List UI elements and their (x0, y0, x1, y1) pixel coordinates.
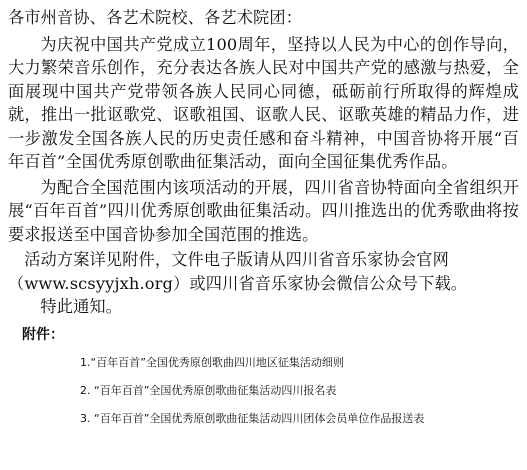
paragraph-download-info: 活动方案详见附件，文件电子版请从四川省音乐家协会官网（www.scsyyjxh.org）或四川省音乐家协会微信公众号下载。 (8, 250, 468, 293)
attachment-item: 2. “百年百首”全国优秀原创歌曲征集活动四川报名表 (80, 383, 337, 397)
attachment-item: 3. “百年百首”全国优秀原创歌曲征集活动四川团体会员单位作品报送表 (80, 411, 425, 425)
salutation: 各市州音协、各艺术院校、各艺术院团： (8, 8, 303, 27)
attachment-item: 1.“百年百首”全国优秀原创歌曲四川地区征集活动细则 (80, 355, 344, 369)
attachments-heading: 附件： (22, 326, 64, 343)
notice-body (8, 6, 519, 319)
paragraph-purpose: 为庆祝中国共产党成立100周年，坚持以人民为中心的创作导向，大力繁荣音乐创作，充分表达各族人民对中国共产党的感激与热爱，全面展现中国共产党带领各族人民同心同德，砥砺前行所取得的辉煌成就，推出一批讴歌党、讴歌祖国、讴歌人民、讴歌英雄的精品力作，进一步激发全国各族人民的历史责任感和奋斗精神，中国音协将开展“百年百首”全国优秀原创歌曲征集活动，面向全国征集优秀作品。 (8, 34, 519, 171)
paragraph-provincial-activity: 为配合全国范围内该项活动的开展，四川省音协特面向全省组织开展“百年百首”四川优秀原创歌曲征集活动。四川推选出的优秀歌曲将按要求报送至中国音协参加全国范围的推选。 (8, 177, 519, 244)
attachments-section (8, 324, 519, 426)
closing-line: 特此通知。 (40, 297, 123, 316)
